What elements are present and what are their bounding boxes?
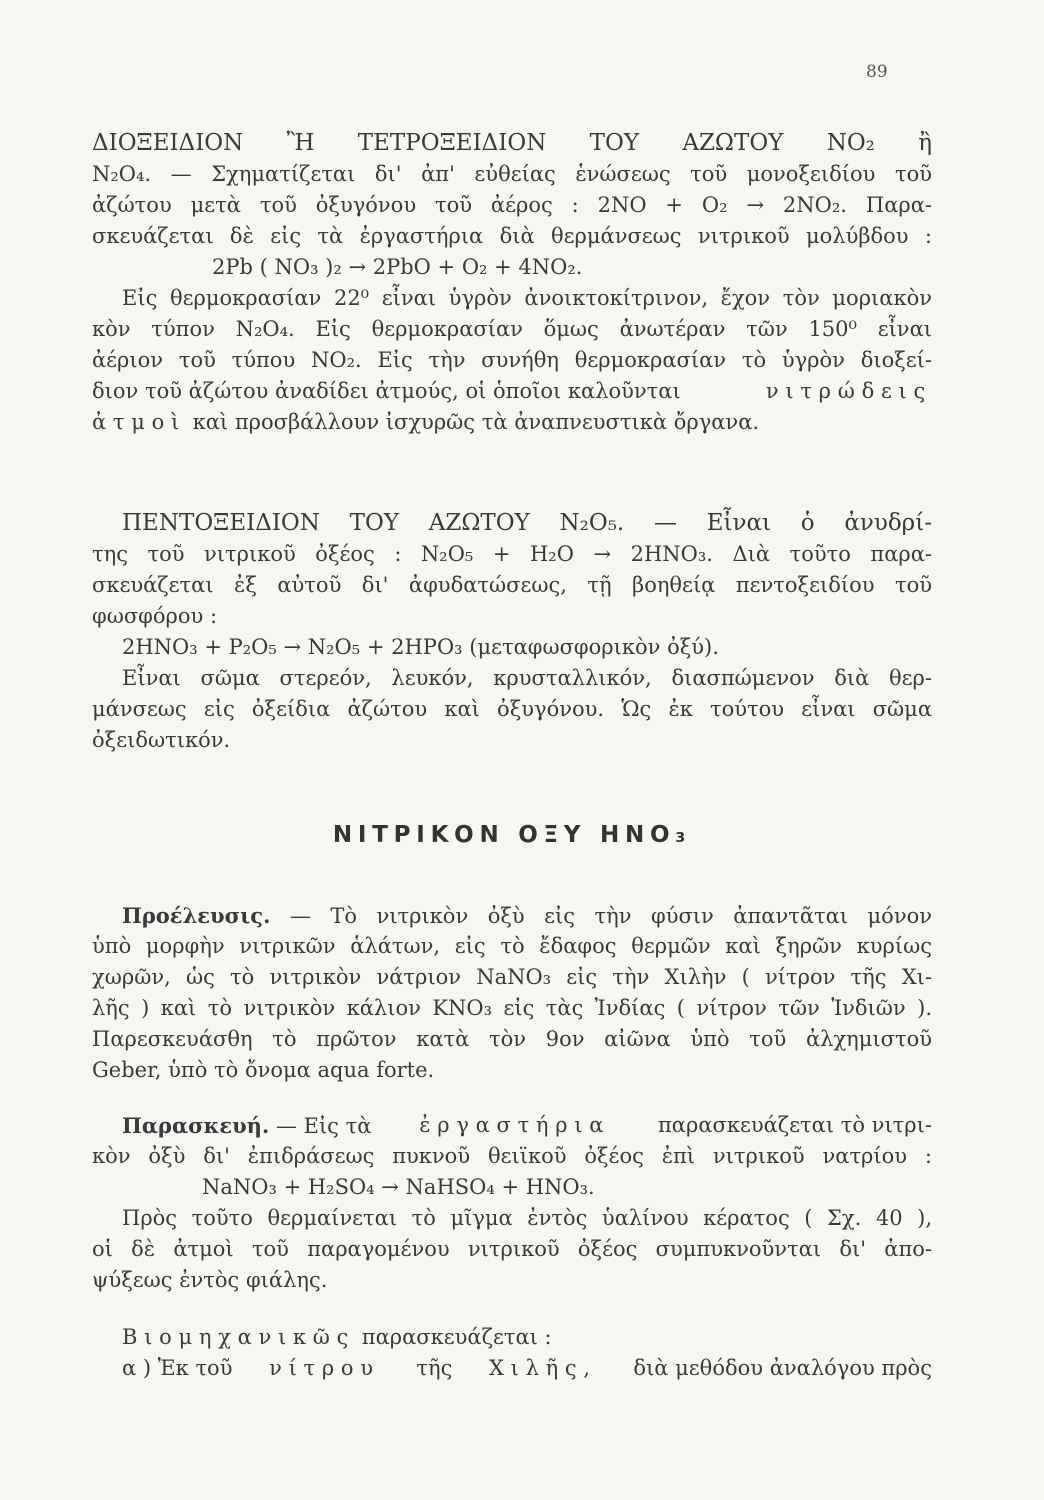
- text-line: ἀέριον τοῦ τύπου NO₂. Εἰς τὴν συνήθη θερμοκρασίαν τὸ ὑγρὸν διοξεί-: [92, 348, 932, 372]
- text-span: παρασκευάζεται τὸ νιτρι-: [657, 1113, 932, 1137]
- text-line: οἱ δὲ ἀτμοὶ τοῦ παραγομένου νιτρικοῦ ὀξέος συμπυκνοῦνται δι' ἀπο-: [92, 1237, 932, 1261]
- subheading-origin: Προέλευσις.: [122, 903, 271, 928]
- text-span: διον τοῦ ἀζώτου ἀναδίδει ἀτμούς, οἱ ὁποῖοι καλοῦνται: [92, 379, 681, 403]
- text-line: [92, 1110, 932, 1141]
- text-line: [92, 376, 932, 407]
- text-line: Εἶναι σῶμα στερεόν, λευκόν, κρυσταλλικόν, διασπώμενον διὰ θερ-: [122, 666, 932, 690]
- text-line: Geber, ὑπὸ τὸ ὄνομα aqua forte.: [92, 1058, 435, 1082]
- text-span: καὶ προσβάλλουν ἰσχυρῶς τὰ ἀναπνευστικὰ ὄργανα.: [192, 410, 760, 434]
- spaced-term: Χιλῆς,: [488, 1356, 597, 1380]
- text-line: σκευάζεται δὲ εἰς τὰ ἐργαστήρια διὰ θερμάνσεως νιτρικοῦ μολύβδου :: [92, 224, 932, 248]
- spaced-term: νιτρώδεις: [765, 379, 932, 403]
- text-line: Πρὸς τοῦτο θερμαίνεται τὸ μῖγμα ἐντὸς ὑαλίνου κέρατος ( Σχ. 40 ),: [122, 1206, 932, 1230]
- text-line: ὀξειδωτικόν.: [92, 728, 231, 752]
- text-span: α ) Ἐκ τοῦ: [122, 1356, 233, 1380]
- text-line: Παρεσκευάσθη τὸ πρῶτον κατὰ τὸν 9ον αἰῶνα ὑπὸ τοῦ ἀλχημιστοῦ: [92, 1027, 932, 1051]
- text-line: κὸν τύπον N₂O₄. Εἰς θερμοκρασίαν ὅμως ἀνωτέραν τῶν 150⁰ εἶναι: [92, 317, 932, 341]
- text-line: κὸν ὀξὺ δι' ἐπιδράσεως πυκνοῦ θειϊκοῦ ὀξέος ἐπὶ νιτρικοῦ νατρίου :: [92, 1144, 932, 1168]
- text-line: ἀζώτου μετὰ τοῦ ὀξυγόνου τοῦ ἀέρος : 2NO + O₂ → 2NO₂. Παρα-: [92, 193, 932, 217]
- equation-lead-nitrate: 2Pb ( NO₃ )₂ → 2PbO + O₂ + 4NO₂.: [212, 255, 583, 279]
- subheading-preparation: Παρασκευή.: [122, 1113, 270, 1138]
- paragraph-nitrogen-dioxide: [92, 128, 932, 438]
- text-span: διὰ μεθόδου ἀναλόγου πρὸς: [633, 1356, 932, 1380]
- spaced-term: ἐργαστήρια: [419, 1113, 611, 1137]
- paragraph-industrial: [92, 1322, 932, 1384]
- text-line: φωσφόρου :: [92, 604, 218, 628]
- text-line: ὑπὸ μορφὴν νιτρικῶν ἁλάτων, εἰς τὸ ἔδαφος θερμῶν καὶ ξηρῶν κυρίως: [92, 934, 932, 958]
- spaced-term: ἀτμοὶ: [92, 410, 186, 434]
- text-span: — Τὸ νιτρικὸν ὀξὺ εἰς τὴν φύσιν ἀπαντᾶται μόνον: [270, 904, 932, 928]
- paragraph-origin: [92, 900, 932, 1086]
- section-title-nitric-acid: ΝΙΤΡΙΚΟΝ ΟΞΥ HNO₃: [332, 822, 692, 848]
- text-line: της τοῦ νιτρικοῦ ὀξέος : N₂O₅ + H₂O → 2HNO₃. Διὰ τοῦτο παρα-: [92, 542, 932, 566]
- spaced-term: Βιομηχανικῶς: [122, 1325, 356, 1349]
- text-line: λῆς ) καὶ τὸ νιτρικὸν κάλιον KNO₃ εἰς τὰς Ἰνδίας ( νίτρον τῶν Ἰνδιῶν ).: [92, 996, 932, 1020]
- text-span: παρασκευάζεται :: [355, 1325, 552, 1349]
- text-line: Εἰς θερμοκρασίαν 22⁰ εἶναι ὑγρὸν ἀνοικτοκίτρινον, ἔχον τὸν μοριακὸν: [122, 286, 932, 310]
- text-line: ψύξεως ἐντὸς φιάλης.: [92, 1268, 328, 1292]
- paragraph-preparation: [92, 1110, 932, 1296]
- equation-nitric-acid: NaNO₃ + H₂SO₄ → NaHSO₄ + HNO₃.: [202, 1175, 595, 1199]
- equation-pentoxide: 2HNO₃ + P₂O₅ → N₂O₅ + 2HPO₃ (μεταφωσφορικὸν ὀξύ).: [122, 635, 719, 659]
- page-number: 89: [866, 62, 888, 82]
- spaced-term: νίτρου: [269, 1356, 380, 1380]
- text-span: τῆς: [416, 1356, 453, 1380]
- text-line: [92, 1353, 932, 1384]
- text-line: χωρῶν, ὡς τὸ νιτρικὸν νάτριον NaNO₃ εἰς τὴν Χιλὴν ( νίτρον τῆς Χι-: [92, 965, 932, 989]
- heading-nitrogen-dioxide: ΔΙΟΞΕΙΔΙΟΝ Ἢ ΤΕΤΡΟΞΕΙΔΙΟΝ ΤΟΥ ΑΖΩΤΟΥ NO₂ ἢ: [92, 130, 932, 156]
- text-span: — Εἰς τὰ: [269, 1114, 372, 1138]
- text-line: [92, 900, 932, 931]
- text-line: [92, 1322, 932, 1353]
- text-line: [92, 407, 932, 438]
- text-line: N₂O₄. — Σχηματίζεται δι' ἀπ' εὐθείας ἑνώσεως τοῦ μονοξειδίου τοῦ: [92, 162, 932, 186]
- text-line: μάνσεως εἰς ὀξείδια ἀζώτου καὶ ὀξυγόνου. Ὡς ἐκ τούτου εἶναι σῶμα: [92, 697, 932, 721]
- text-span: [122, 1110, 371, 1141]
- heading-nitrogen-pentoxide: ΠΕΝΤΟΞΕΙΔΙΟΝ ΤΟΥ ΑΖΩΤΟΥ N₂O₅. — Εἶναι ὁ ἀνυδρί-: [122, 510, 932, 536]
- paragraph-nitrogen-pentoxide: [92, 508, 932, 756]
- text-line: σκευάζεται ἐξ αὐτοῦ δι' ἀφυδατώσεως, τῇ βοηθείᾳ πεντοξειδίου τοῦ: [92, 573, 932, 597]
